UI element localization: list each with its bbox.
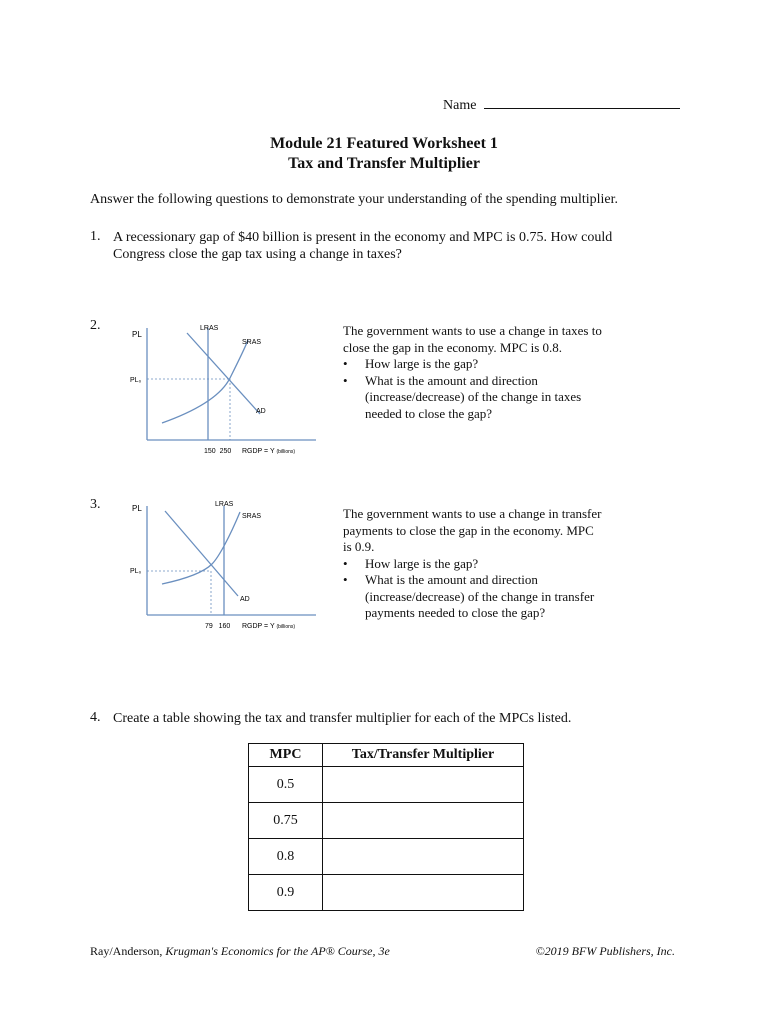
name-blank-line xyxy=(484,94,680,109)
q3-pl-label: PL xyxy=(132,504,142,513)
q3-sras-curve xyxy=(162,512,240,584)
table-header-row xyxy=(249,744,524,767)
q2-ad-as-graph xyxy=(120,318,320,460)
q3-ad-label: AD xyxy=(240,596,250,603)
q2-x-ticks: 150 250 xyxy=(204,448,232,455)
table-cell-answer[interactable] xyxy=(323,767,524,803)
q3-line1: The government wants to use a change in transfer xyxy=(343,506,602,521)
q3-line3: is 0.9. xyxy=(343,539,375,554)
multiplier-table xyxy=(248,743,524,911)
intro-text: Answer the following questions to demonstrate your understanding of the spending multiplier. xyxy=(90,192,619,207)
footer-authors: Ray/Anderson, xyxy=(90,944,166,958)
table-row xyxy=(249,875,524,911)
table-cell-mpc: 0.5 xyxy=(249,767,323,803)
q3-prompt xyxy=(343,506,633,622)
q1-line1: A recessionary gap of $40 billion is present in the economy and MPC is 0.75. How could xyxy=(113,230,613,245)
q2-number: 2. xyxy=(90,318,101,333)
q2-prompt xyxy=(343,323,633,422)
q2-line2: close the gap in the economy. MPC is 0.8. xyxy=(343,339,563,355)
table-cell-answer[interactable] xyxy=(323,839,524,875)
table-row xyxy=(249,767,524,803)
table-cell-mpc: 0.75 xyxy=(249,803,323,839)
table-cell-answer[interactable] xyxy=(323,803,524,839)
footer-copyright: ©2019 BFW Publishers, Inc. xyxy=(535,944,675,958)
q2-line1: The government wants to use a change in taxes to xyxy=(343,323,602,338)
q1-number: 1. xyxy=(90,229,101,244)
q2-bullet2: • What is the amount and direction (increase/decrease) of the change in taxes needed to close the gap? xyxy=(343,372,582,421)
q3-line2: payments to close the gap in the economy. MPC xyxy=(343,522,594,538)
table-cell-answer[interactable] xyxy=(323,875,524,911)
q2-sras-label: SRAS xyxy=(242,339,262,346)
table-row xyxy=(249,803,524,839)
table-header-multiplier: Tax/Transfer Multiplier xyxy=(323,744,524,767)
q2-x-label: RGDP = Y (billions) xyxy=(242,448,296,455)
table-cell-mpc: 0.9 xyxy=(249,875,323,911)
q4-text: Create a table showing the tax and transfer multiplier for each of the MPCs listed. xyxy=(113,711,572,726)
name-label: Name xyxy=(443,98,477,113)
q1-text xyxy=(113,229,612,263)
table-cell-mpc: 0.8 xyxy=(249,839,323,875)
footer-book-title: Krugman's Economics for the AP® Course, 3e xyxy=(165,944,390,958)
q3-x-ticks: 79 160 xyxy=(205,623,231,630)
name-field xyxy=(443,94,680,114)
q3-bullet1: • How large is the gap? xyxy=(343,555,479,571)
q3-pl0-label: PL₀ xyxy=(130,568,142,575)
q4-number: 4. xyxy=(90,710,101,725)
q3-bullet2: • What is the amount and direction (increase/decrease) of the change in transfer payments needed to close the gap? xyxy=(343,572,595,620)
q3-lras-label: LRAS xyxy=(215,501,234,508)
q2-pl0-label: PL₀ xyxy=(130,377,142,384)
footer-citation xyxy=(90,944,390,959)
q3-ad-as-graph xyxy=(120,496,320,636)
worksheet-subtitle: Tax and Transfer Multiplier xyxy=(288,155,480,172)
q2-ad-label: AD xyxy=(256,408,266,415)
table-row xyxy=(249,839,524,875)
q2-pl-label: PL xyxy=(132,330,142,339)
q3-ad-curve xyxy=(165,511,238,596)
q3-x-label: RGDP = Y (billions) xyxy=(242,623,296,630)
table-header-mpc: MPC xyxy=(249,744,323,767)
q3-number: 3. xyxy=(90,497,101,512)
worksheet-title: Module 21 Featured Worksheet 1 xyxy=(270,135,498,152)
q3-sras-label: SRAS xyxy=(242,513,262,520)
q2-bullet1: • How large is the gap? xyxy=(343,356,479,371)
q2-lras-label: LRAS xyxy=(200,325,219,332)
q1-line2: Congress close the gap tax using a change in taxes? xyxy=(113,247,402,262)
